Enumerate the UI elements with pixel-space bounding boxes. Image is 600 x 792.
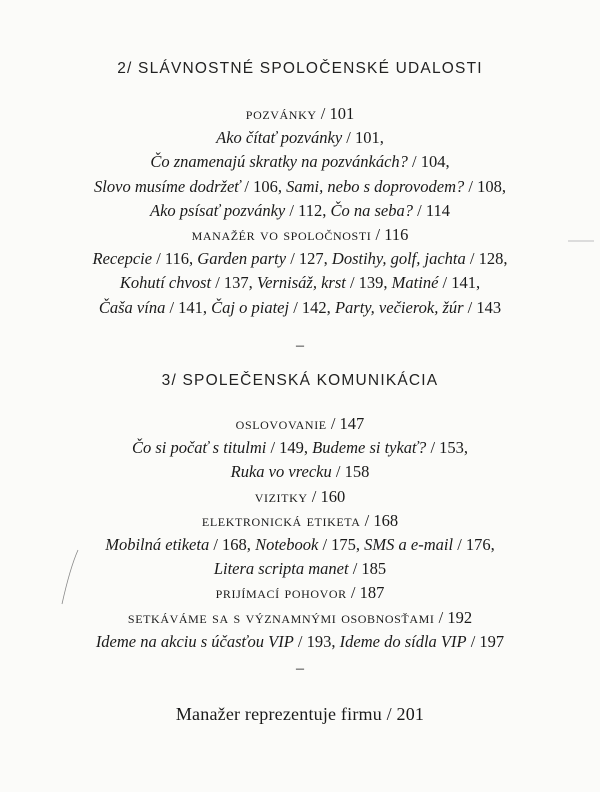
- page-number: / 106,: [240, 176, 287, 196]
- toc-entry: [0, 248, 600, 270]
- page-number: / 168,: [209, 535, 256, 554]
- section-title: vizitky: [254, 486, 308, 506]
- subsection-title: Garden party: [197, 249, 287, 269]
- subsection-title: Čo na seba?: [330, 200, 413, 220]
- page-number: / 143: [463, 297, 502, 317]
- section-title: pozvánky: [245, 104, 317, 123]
- toc-entry: [0, 413, 600, 435]
- page-number: / 116,: [152, 249, 198, 269]
- scan-mark: [566, 238, 596, 244]
- page-number: / 141,: [438, 273, 481, 293]
- page-number: / 128,: [465, 249, 508, 269]
- subsection-title: Čo si počať s titulmi: [131, 438, 267, 458]
- subsection-title: Kohutí chvost: [119, 273, 212, 293]
- toc-entry: [0, 103, 600, 125]
- subsection-title: Party, večierok, žúr: [334, 297, 464, 317]
- toc-entry: [0, 127, 600, 149]
- subsection-title: Notebook: [255, 535, 319, 554]
- section-title: elektronická etiketa: [201, 510, 361, 530]
- page-number: / 175,: [318, 535, 365, 554]
- toc-entry: [0, 486, 600, 508]
- subsection-title: Ako psísať pozvánky: [150, 200, 286, 220]
- toc-entry: [0, 151, 600, 173]
- page-number: / 127,: [286, 249, 332, 269]
- subsection-title: Recepcie: [92, 249, 153, 269]
- toc-entry: [0, 461, 600, 483]
- chapter-2-separator: –: [296, 337, 304, 354]
- toc-entry: [0, 534, 600, 556]
- page-number: / 187: [346, 583, 385, 603]
- chapter-2-heading: 2/ SLÁVNOSTNÉ SPOLOČENSKÉ UDALOSTI: [117, 60, 483, 77]
- page-number: / 139,: [345, 273, 392, 293]
- subsection-title: Ako čítať pozvánky: [216, 128, 343, 148]
- page-number: / 197: [466, 631, 505, 651]
- toc-entry: [0, 631, 600, 653]
- page-number: / 149,: [266, 438, 313, 458]
- subsection-title: Ideme do sídla VIP: [339, 631, 467, 651]
- subsection-title: Matiné: [391, 273, 439, 293]
- toc-entry: [0, 272, 600, 294]
- toc-entry: [0, 582, 600, 604]
- section-title: setkáváme sa s významnými osobnosťami: [127, 607, 435, 627]
- subsection-title: Budeme si tykať?: [312, 438, 427, 458]
- page-number: / 147: [326, 414, 365, 433]
- page-number: / 192: [434, 607, 473, 627]
- toc-entry: [0, 510, 600, 532]
- toc-entry: [0, 558, 600, 580]
- page-number: / 141,: [165, 297, 212, 317]
- subsection-title: Mobilná etiketa: [105, 535, 210, 554]
- toc-entry: [0, 200, 600, 222]
- subsection-title: Litera scripta manet: [213, 559, 349, 579]
- section-title: prijímací pohovor: [215, 583, 347, 603]
- page-number: / 153,: [426, 438, 469, 458]
- page-number: / 160: [307, 486, 346, 506]
- subsection-title: Sami, nebo s doprovodem?: [286, 176, 465, 196]
- subsection-title: Čo znamenajú skratky na pozvánkách?: [150, 152, 408, 172]
- page-number: / 104,: [407, 152, 450, 172]
- subsection-title: Ideme na akciu s účasťou VIP: [95, 631, 294, 651]
- page-number: / 114: [412, 200, 450, 220]
- subsection-title: SMS a e-mail: [364, 535, 454, 554]
- page-number: / 185: [348, 559, 387, 579]
- subsection-title: Slovo musíme dodržeť: [94, 176, 241, 196]
- closing-entry: Manažer reprezentuje firmu / 201: [175, 704, 425, 724]
- page-number: / 168: [360, 510, 399, 530]
- toc-entry: [0, 224, 600, 246]
- subsection-title: Dostihy, golf, jachta: [331, 249, 466, 269]
- page-number: / 142,: [289, 297, 335, 317]
- page-number: / 137,: [211, 273, 257, 293]
- toc-entry: [0, 607, 600, 629]
- toc-entry: [0, 176, 600, 198]
- page-number: / 116: [371, 225, 409, 244]
- section-title: oslovovanie: [235, 414, 327, 433]
- page-number: / 112,: [285, 200, 331, 220]
- scan-mark: [60, 548, 80, 608]
- chapter-3-heading: 3/ SPOLEČENSKÁ KOMUNIKÁCIA: [161, 372, 439, 389]
- section-title: manažér vo spoločnosti: [191, 225, 372, 244]
- page-number: / 108,: [464, 176, 506, 196]
- page-number: / 158: [331, 462, 370, 482]
- subsection-title: Ruka vo vrecku: [230, 462, 332, 482]
- page-number: / 101,: [342, 128, 384, 148]
- chapter-3-separator: –: [296, 660, 304, 677]
- page-number: / 101: [316, 104, 355, 123]
- toc-entry: [0, 297, 600, 319]
- page-number: / 193,: [293, 631, 340, 651]
- toc-entry: [0, 437, 600, 459]
- subsection-title: Vernisáž, krst: [256, 273, 346, 293]
- subsection-title: Čaša vína: [98, 297, 166, 317]
- page-number: / 176,: [453, 535, 495, 554]
- subsection-title: Čaj o piatej: [211, 297, 290, 317]
